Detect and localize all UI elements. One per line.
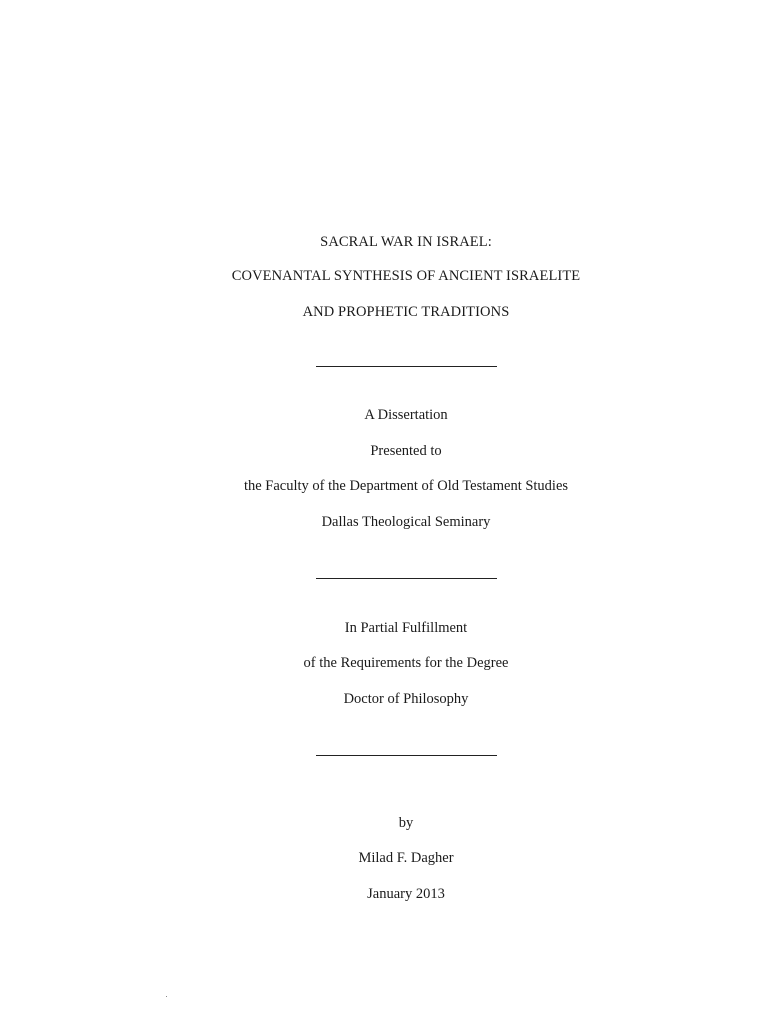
faculty-department: the Faculty of the Department of Old Testament Studies (243, 478, 569, 494)
author-name: Milad F. Dagher (358, 850, 454, 866)
degree-name: Doctor of Philosophy (343, 691, 469, 707)
title-line-1: SACRAL WAR IN ISRAEL: (320, 234, 492, 250)
seminary-name: Dallas Theological Seminary (321, 514, 491, 530)
dissertation-label: A Dissertation (364, 407, 448, 423)
submission-date: January 2013 (367, 886, 445, 902)
requirements-line: of the Requirements for the Degree (303, 655, 509, 671)
partial-fulfillment: In Partial Fulfillment (344, 620, 468, 636)
by-label: by (398, 815, 414, 831)
scan-speck (166, 996, 167, 997)
title-line-3: AND PROPHETIC TRADITIONS (302, 304, 510, 320)
presented-to: Presented to (370, 443, 442, 459)
divider-rule-1 (316, 366, 497, 367)
title-line-2: COVENANTAL SYNTHESIS OF ANCIENT ISRAELITE (231, 268, 581, 284)
divider-rule-2 (316, 578, 497, 579)
divider-rule-3 (316, 755, 497, 756)
